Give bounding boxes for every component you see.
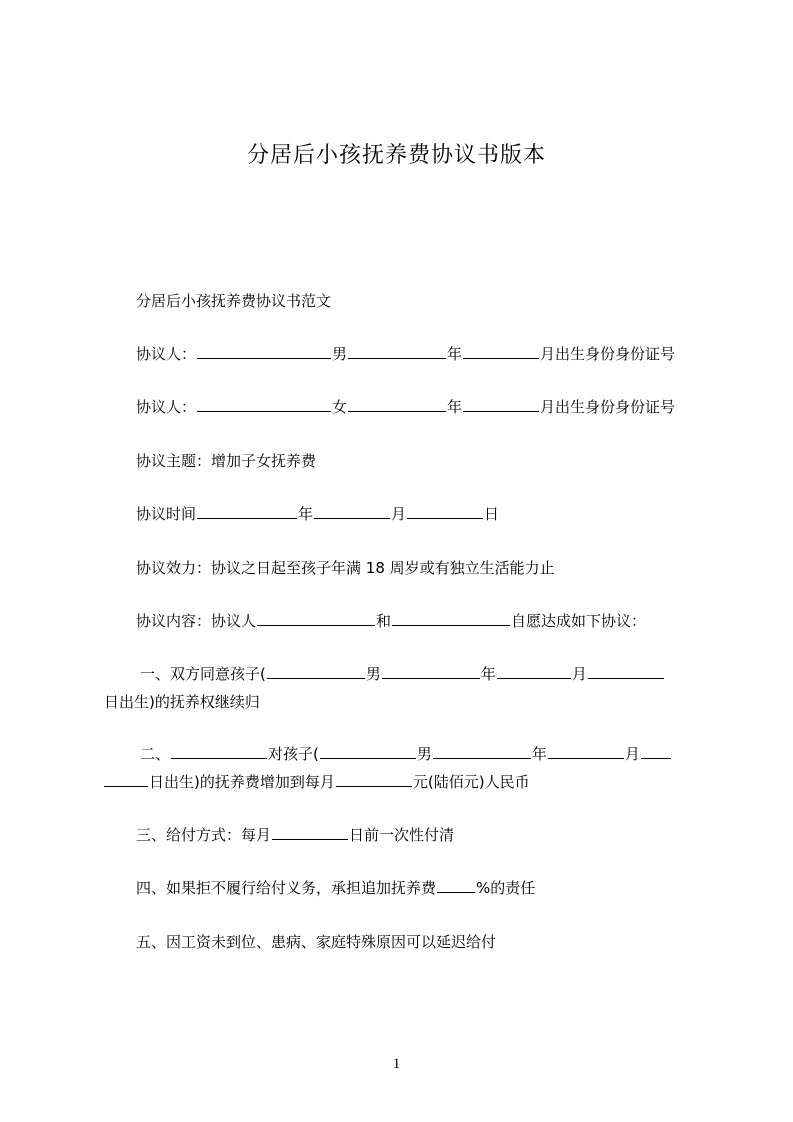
content-label: 协议内容：协议人 xyxy=(136,612,257,630)
party-2-gender: 女 xyxy=(332,398,348,416)
content-and: 和 xyxy=(376,612,392,630)
clause-2-year-label: 年 xyxy=(531,745,547,763)
clause-4-percent-blank[interactable] xyxy=(437,877,475,893)
time-day-label: 日 xyxy=(484,505,500,523)
party-1-line xyxy=(136,341,734,367)
content-party-1-blank[interactable] xyxy=(257,610,375,626)
clause-4 xyxy=(136,875,734,901)
clause-1-month-label: 月 xyxy=(571,665,587,683)
party-2-label: 协议人： xyxy=(136,398,197,416)
party-1-birth-year-blank[interactable] xyxy=(348,343,446,359)
time-year-label: 年 xyxy=(298,505,314,523)
clause-1-child-name-blank[interactable] xyxy=(267,663,365,679)
time-month-label: 月 xyxy=(391,505,407,523)
party-2-birth-year-blank[interactable] xyxy=(348,396,446,412)
agreement-validity: 协议效力：协议之日起至孩子年满 18 周岁或有独立生活能力止 xyxy=(136,559,555,577)
clause-2-month-blank[interactable] xyxy=(548,743,624,759)
party-1-gender: 男 xyxy=(332,345,348,363)
clause-2-amount-blank[interactable] xyxy=(336,771,412,787)
clause-1 xyxy=(104,661,702,715)
clause-2-month-label: 月 xyxy=(624,745,640,763)
clause-1-year-blank[interactable] xyxy=(382,663,480,679)
page-title: 分居后小孩抚养费协议书版本 xyxy=(246,143,546,168)
clause-1-day-blank[interactable] xyxy=(588,663,664,679)
clause-2 xyxy=(104,741,702,795)
time-label: 协议时间 xyxy=(136,505,197,523)
time-year-blank[interactable] xyxy=(197,503,297,519)
clause-1-male: 男 xyxy=(365,665,381,683)
clause-2-child-name-blank[interactable] xyxy=(320,743,416,759)
clause-1-suffix: 日出生)的抚养权继续归 xyxy=(104,693,260,711)
party-2-line xyxy=(136,394,734,420)
party-2-birth-month-blank[interactable] xyxy=(463,396,539,412)
party-1-id-label: 月出生身份身份证号 xyxy=(540,345,676,363)
clause-3 xyxy=(136,822,734,848)
party-1-name-blank[interactable] xyxy=(197,343,331,359)
agreement-content-line xyxy=(136,608,734,634)
party-1-year-label: 年 xyxy=(447,345,463,363)
clause-2-year-blank[interactable] xyxy=(433,743,531,759)
clause-1-month-blank[interactable] xyxy=(497,663,571,679)
clause-2-day-blank-start[interactable] xyxy=(641,743,671,759)
document-subtitle: 分居后小孩抚养费协议书范文 xyxy=(136,292,332,310)
party-1-birth-month-blank[interactable] xyxy=(463,343,539,359)
clause-2-male: 男 xyxy=(416,745,432,763)
clause-4-prefix: 四、如果拒不履行给付义务，承担追加抚养费 xyxy=(136,879,437,897)
party-1-label: 协议人： xyxy=(136,345,197,363)
page-number: 1 xyxy=(392,1056,401,1072)
clause-5: 五、因工资未到位、患病、家庭特殊原因可以延迟给付 xyxy=(136,933,497,951)
clause-1-year-label: 年 xyxy=(480,665,496,683)
party-2-name-blank[interactable] xyxy=(197,396,331,412)
clause-3-day-blank[interactable] xyxy=(272,824,348,840)
clause-3-suffix: 日前一次性付清 xyxy=(349,826,455,844)
clause-2-suffix: 元(陆佰元)人民币 xyxy=(412,773,530,791)
content-party-2-blank[interactable] xyxy=(392,610,510,626)
content-rest: 自愿达成如下协议： xyxy=(511,612,647,630)
agreement-subject: 协议主题：增加子女抚养费 xyxy=(136,452,317,470)
clause-2-prefix: 二、 xyxy=(140,745,171,763)
clause-4-suffix: %的责任 xyxy=(476,879,536,897)
time-day-blank[interactable] xyxy=(407,503,483,519)
clause-3-prefix: 三、给付方式：每月 xyxy=(136,826,272,844)
clause-2-mid: 日出生)的抚养费增加到每月 xyxy=(149,773,335,791)
agreement-time-line xyxy=(136,501,734,527)
clause-1-prefix: 一、双方同意孩子( xyxy=(140,665,266,683)
party-2-id-label: 月出生身份身份证号 xyxy=(540,398,676,416)
time-month-blank[interactable] xyxy=(314,503,390,519)
clause-2-day-blank-end[interactable] xyxy=(104,771,148,787)
party-2-year-label: 年 xyxy=(447,398,463,416)
clause-2-child: 对孩子( xyxy=(268,745,319,763)
clause-2-payer-blank[interactable] xyxy=(171,743,267,759)
